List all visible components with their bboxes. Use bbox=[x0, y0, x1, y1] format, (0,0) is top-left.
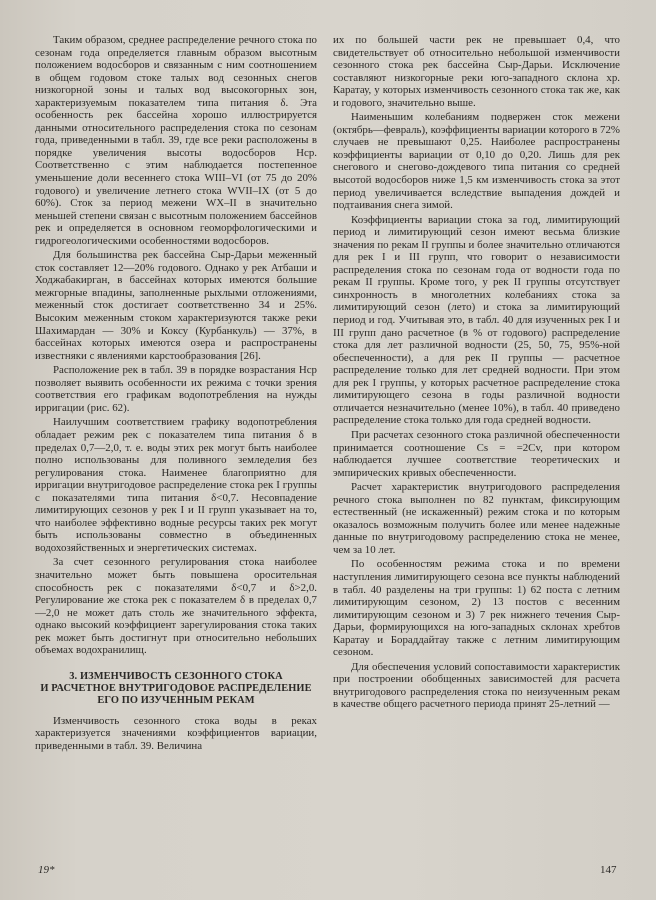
right-column bbox=[333, 34, 620, 713]
paragraph: Наименьшим колебаниям подвержен сток межени (октябрь—февраль), коэффициенты вариации которого в 72% случаев не превышают 0,25. Наиболее распространены коэффициенты вариации от 0,10 до 0,20. Лишь для рек снегового и снегово-дождевого типа питания со средней высотой водосборов ниже 1,5 км изменчивость стока за этот период увеличивается вследствие выпадения дождей и подтаивания снега зимой. bbox=[333, 111, 620, 212]
paragraph: Изменчивость сезонного стока воды в реках характеризуется значениями коэффициентов вариации, приведенными в табл. 39. Величина bbox=[35, 714, 317, 752]
paragraph: Для обеспечения условий сопоставимости характеристик при построении обобщенных зависимостей для расчета внутригодового распределения стока по неизученным рекам в качестве общего расчетного периода принят 25-летний — bbox=[333, 660, 620, 711]
page-number: 147 bbox=[600, 864, 617, 876]
left-column bbox=[35, 34, 317, 754]
paragraph: Коэффициенты вариации стока за год, лимитирующий период и лимитирующий сезон имеют весьма близкие значения по рекам II группы и более значительно отличаются для рек I и III групп, что говорит о независимости распределения стока по сезонам года от водности года по рекам II группы. Кроме того, у рек II группы отсутствует синхронность в многолетних колебаниях стока за лимитирующий сезон (лето) и стока за лимитирующий период и год. Учитывая это, в табл. 40 для изученных рек I и III групп дано расчетное (в % от годового) распределение стока для лет различной водности (25, 50, 75, 95%-ной обеспеченности), а для рек II группы — расчетное распределение только для лет средней водности. При этом для рек I группы, у которых расчетное распределение стока лимитирующего сезона в годы различной водности отличается незначительно (менее 10%), в табл. 40 приведено распределение стока только для года средней водности. bbox=[333, 213, 620, 427]
paragraph: Таким образом, среднее распределение речного стока по сезонам года определяется главным образом высотным положением водосборов и связанным с ним соотношением в общем годовом стоке талых вод сезонных снегов низкогорной зоны и талых вод высокогорных зон, характеризуемым показателем типа питания δ. Эта особенность рек бассейна хорошо иллюстрируется данными относительного распределения стока по сезонам года, приведенными в табл. 39, где все реки расположены в порядке увеличения высоты водосборов Hср. Соответственно с этим наблюдается постепенное уменьшение доли весеннего стока WIII–VI (от 75 до 20% годового) и увеличение летнего стока WVII–IX (от 5 до 60%). Сток за период межени WX–II в значительно меньшей степени связан с высотным положением бассейнов рек и определяется в основном геоморфологическими и гидрогеологическими особенностями водосборов. bbox=[35, 34, 317, 247]
paragraph: Наилучшим соответствием графику водопотребления обладает режим рек с показателем типа питания δ в пределах 0,7—2,0, т. е. воды этих рек могут быть наиболее полно использованы для поливного земледелия без регулирования стока. Наименее благоприятно для ирригации внутригодовое распределение стока рек I группы с показателями типа питания δ<0,7. Несовпадение лимитирующих сезонов у рек I и II групп указывает на то, что наиболее эффективно водные ресурсы таких рек могут быть использованы совместно в объединенных водохозяйственных и энергетических системах. bbox=[35, 416, 317, 554]
paragraph: Для большинства рек бассейна Сыр-Дарьи меженный сток составляет 12—20% годового. Однако у рек Атбаши и Ходжабакирган, в бассейнах которых имеются большие межгорные впадины, заполненные рыхлыми отложениями, меженный сток достигает соответственно 34 и 25%. Высоким меженным стоком характеризуются также реки Шахимардан — 30% и Коксу (Курбанкуль) — 37%, в бассейнах которых имеются озера и распространены известняки с явлениями карстообразования [26]. bbox=[35, 249, 317, 362]
section-heading-line: И РАСЧЕТНОЕ ВНУТРИГОДОВОЕ РАСПРЕДЕЛЕНИЕ bbox=[40, 682, 312, 694]
section-heading-line: 3. ИЗМЕНЧИВОСТЬ СЕЗОННОГО СТОКА bbox=[69, 670, 283, 682]
paragraph: По особенностям режима стока и по времени наступления лимитирующего сезона все пункты наблюдений в табл. 40 разделены на три группы: 1) 62 поста с летним лимитирующим сезоном, 2) 13 постов с весенним лимитирующим сезоном и 3) 7 рек нижнего течения Сыр-Дарьи, формирующихся на юго-западных склонах хребтов Каратау и Бораддайтау также с летним лимитирующим сезоном. bbox=[333, 558, 620, 659]
section-heading-line: ЕГО ПО ИЗУЧЕННЫМ РЕКАМ bbox=[97, 694, 255, 706]
paragraph: Расчет характеристик внутригодового распределения речного стока выполнен по 82 пунктам, фиксирующим естественный (не искаженный) режим стока и по которым оказалось возможным получить более или менее надежные данные по внутригодовому распределению стока не менее, чем за 10 лет. bbox=[333, 481, 620, 556]
printer-signature: 19* bbox=[38, 864, 55, 876]
paragraph: их по большей части рек не превышает 0,4, что свидетельствует об относительно небольшой изменчивости сезонного стока рек бассейна Сыр-Дарьи. Исключение составляют низкогорные реки юго-западного склона хр. Каратау, у которых изменчивость сезонного стока так же, как и годового, значительно выше. bbox=[333, 34, 620, 109]
paragraph: Расположение рек в табл. 39 в порядке возрастания Hср позволяет выявить особенности их режима с точки зрения соответствия его графикам водопотребления на нужды ирригации (рис. 62). bbox=[35, 364, 317, 414]
section-heading bbox=[35, 671, 317, 707]
paragraph: За счет сезонного регулирования стока наиболее значительно может быть повышена оросительная способность рек с показателями δ<0,7 и δ>2,0. Регулирование же стока рек с показателем δ в пределах 0,7—2,0 не может дать столь же значительного эффекта, однако высокий коэффициент зарегулирования стока таких рек может быть достигнут при относительно небольших объемах водохранилищ. bbox=[35, 556, 317, 657]
paragraph: При расчетах сезонного стока различной обеспеченности принимается соотношение Cs = =2Cv, при котором наблюдается лучшее соответствие теоретических и эмпирических кривых обеспеченности. bbox=[333, 428, 620, 479]
